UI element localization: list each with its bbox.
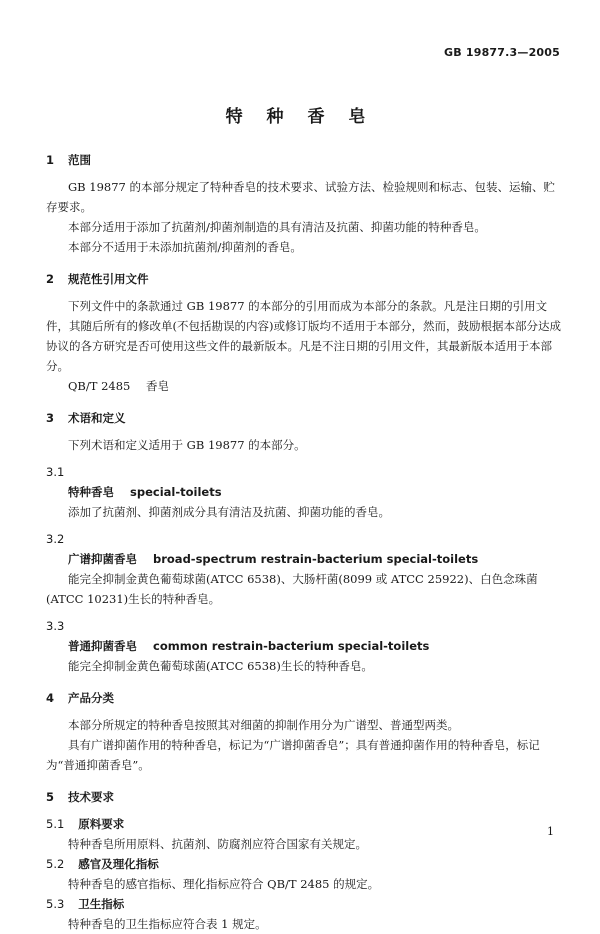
term-english: common restrain-bacterium special-toilets xyxy=(153,639,430,653)
term-definition: 能完全抑制金黄色葡萄球菌(ATCC 6538)、大肠杆菌(8099 或 ATCC 25922)、白色念珠菌(ATCC 10231)生长的特种香皂。 xyxy=(46,572,538,606)
paragraph: 本部分所规定的特种香皂按照其对细菌的抑制作用分为广谱型、普通型两类。 xyxy=(68,718,459,732)
paragraph: GB 19877 的本部分规定了特种香皂的技术要求、试验方法、检验规则和标志、包装、运输、贮存要求。 xyxy=(46,180,556,214)
subsection-heading xyxy=(46,854,566,874)
document-body xyxy=(46,150,566,934)
paragraph: 本部分适用于添加了抗菌剂/抑菌剂制造的具有清洁及抗菌、抑菌功能的特种香皂。 xyxy=(68,220,486,234)
reference-name: 香皂 xyxy=(146,379,169,393)
paragraph: 特种香皂的感官指标、理化指标应符合 QB/T 2485 的规定。 xyxy=(68,877,380,891)
subsection-title: 原料要求 xyxy=(78,817,125,831)
subsection-number: 5.1 xyxy=(46,817,65,831)
term-entry xyxy=(46,636,566,656)
paragraph: 特种香皂所用原料、抗菌剂、防腐剂应符合国家有关规定。 xyxy=(68,837,367,851)
subsection-title: 卫生指标 xyxy=(78,897,125,911)
page-title: 特 种 香 皂 xyxy=(225,107,375,127)
subsection-heading xyxy=(46,814,566,834)
section-title: 技术要求 xyxy=(68,790,114,804)
term-number: 3.3 xyxy=(46,619,65,633)
subsection-number: 5.2 xyxy=(46,857,65,871)
paragraph: 具有广谱抑菌作用的特种香皂，标记为“广谱抑菌香皂”；具有普通抑菌作用的特种香皂，标记为“普通抑菌香皂”。 xyxy=(46,738,540,772)
section-heading xyxy=(46,269,566,289)
term-entry xyxy=(46,549,566,569)
section-number: 3 xyxy=(46,411,55,425)
subsection-title: 感官及理化指标 xyxy=(78,857,159,871)
term-entry xyxy=(46,482,566,502)
subsection-number: 5.3 xyxy=(46,897,65,911)
section-number: 5 xyxy=(46,790,55,804)
term-chinese: 广谱抑菌香皂 xyxy=(68,552,137,566)
section-heading xyxy=(46,408,566,428)
section-title: 范围 xyxy=(68,153,91,167)
section-heading xyxy=(46,787,566,807)
term-number: 3.2 xyxy=(46,532,65,546)
page-number: 1 xyxy=(547,825,554,838)
subsection-heading xyxy=(46,894,566,914)
paragraph: 特种香皂的卫生指标应符合表 1 规定。 xyxy=(68,917,267,931)
section-title: 术语和定义 xyxy=(68,411,126,425)
section-number: 4 xyxy=(46,691,55,705)
term-english: broad-spectrum restrain-bacterium special-toilets xyxy=(153,552,479,566)
standard-number: GB 19877.3—2005 xyxy=(444,46,560,59)
term-definition: 添加了抗菌剂、抑菌剂成分具有清洁及抗菌、抑菌功能的香皂。 xyxy=(68,505,390,519)
paragraph: 下列文件中的条款通过 GB 19877 的本部分的引用而成为本部分的条款。凡是注日期的引用文件，其随后所有的修改单(不包括勘误的内容)或修订版均不适用于本部分，然而，鼓励根据本部分达成协议的各方研究是否可使用这些文件的最新版本。凡是不注日期的引用文件，其最新版本适用于本部分。 xyxy=(46,299,561,373)
section-number: 2 xyxy=(46,272,55,286)
reference-entry xyxy=(46,376,566,396)
section-heading xyxy=(46,150,566,170)
paragraph: 下列术语和定义适用于 GB 19877 的本部分。 xyxy=(68,438,306,452)
section-title: 产品分类 xyxy=(68,691,114,705)
term-definition: 能完全抑制金黄色葡萄球菌(ATCC 6538)生长的特种香皂。 xyxy=(68,659,373,673)
section-title: 规范性引用文件 xyxy=(68,272,149,286)
section-number: 1 xyxy=(46,153,55,167)
term-chinese: 特种香皂 xyxy=(68,485,114,499)
term-chinese: 普通抑菌香皂 xyxy=(68,639,137,653)
term-number: 3.1 xyxy=(46,465,65,479)
reference-code: QB/T 2485 xyxy=(68,379,131,393)
term-english: special-toilets xyxy=(130,485,222,499)
section-heading xyxy=(46,688,566,708)
paragraph: 本部分不适用于未添加抗菌剂/抑菌剂的香皂。 xyxy=(68,240,302,254)
